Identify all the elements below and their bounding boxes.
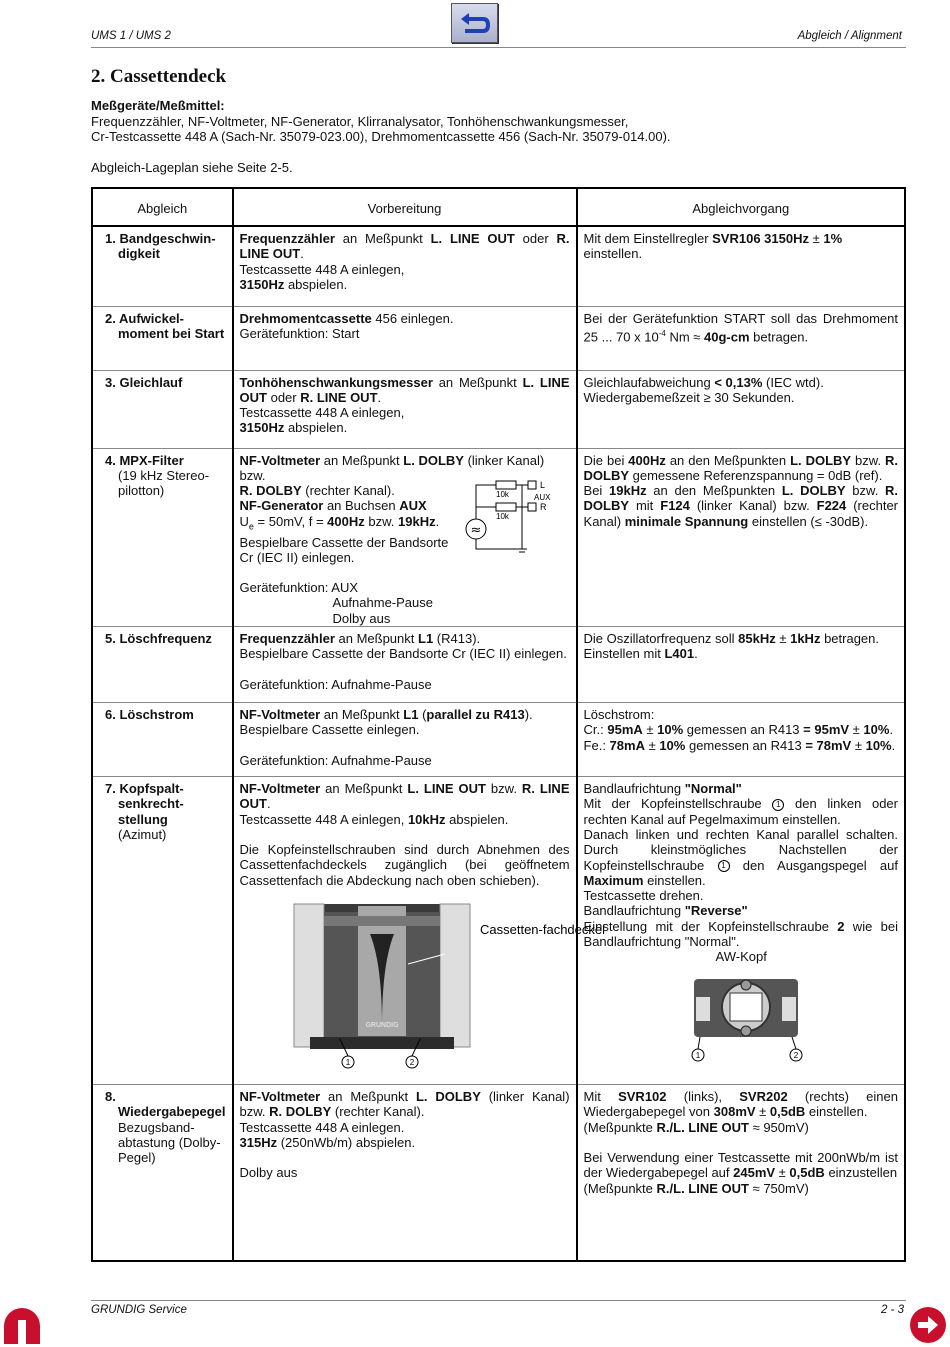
- row-title: Gleichlauf: [119, 374, 183, 390]
- resistor-label-2: 10k: [495, 511, 509, 521]
- cell-abgleich: 4. MPX-Filter (19 kHz Stereo-pilotton): [92, 448, 233, 627]
- table-row: [92, 777, 905, 1085]
- cell-abgleichvorgang: Bei der Gerätefunktion START soll das Drehmoment 25 ... 70 x $10^{-4}$ Nm ≈ 40g-cm betragen.: [577, 306, 905, 370]
- table-row: [92, 448, 905, 627]
- cell-abgleich: 6. Löschstrom: [92, 703, 233, 777]
- cell-vorbereitung: Frequenzzähler an Meßpunkt L. LINE OUT oder R. LINE OUT. Testcassette 448 A einlegen, 3150Hz abspielen.: [233, 226, 577, 306]
- intro: [91, 98, 671, 175]
- cell-vorbereitung: Tonhöhenschwankungsmesser an Meßpunkt L. LINE OUT oder R. LINE OUT. Testcassette 448 A einlegen, 3150Hz abspielen.: [233, 370, 577, 448]
- row-title: Aufwickel-moment bei Start: [118, 310, 225, 341]
- table-row: [92, 703, 905, 777]
- screw-1-marker: 1: [772, 799, 784, 811]
- cell-abgleich: 1. Bandgeschwin-digkeit: [92, 226, 233, 306]
- lageplan-note: Abgleich-Lageplan siehe Seite 2-5.: [91, 159, 293, 175]
- generator-symbol: ≈: [470, 522, 481, 538]
- aux-label: AUX: [533, 492, 550, 502]
- row-title: Kopfspalt-senkrecht-stellung: [118, 781, 184, 827]
- cell-vorbereitung: Frequenzzähler an Meßpunkt L1 (R413). Bespielbare Cassette der Bandsorte Cr (IEC II) einlegen. Gerätefunktion: Aufnahme-Pause: [233, 627, 577, 703]
- aw-head-illustration: [674, 969, 874, 1065]
- cassette-deck-illustration: [240, 894, 605, 1074]
- terminal-r-label: R: [539, 501, 547, 512]
- table-row: [92, 627, 905, 703]
- head-screw-1-marker: 1: [695, 1050, 700, 1060]
- next-page-button[interactable]: [910, 1307, 946, 1343]
- cell-abgleichvorgang: Bandlaufrichtung "Normal" Mit der Kopfeinstellschraube 1 den linken oder rechten Kanal auf Pegelmaximum einstellen. Danach linken und rechten Kanal parallel schalten. Durch kleinstmögliches Nachstellen der Kopfeinstellschraube 1 den Ausgangspegel auf Maximum einstellen. Testcassette drehen. Bandlaufrichtung "Reverse" Einstellung mit der Kopfeinstellschraube 2 wie bei Bandlaufrichtung "Normal". AW-Kopf 1 2: [577, 777, 905, 1085]
- cell-abgleichvorgang: Löschstrom: Cr.: 95mA ± 10% gemessen an R413 = 95mV ± 10%. Fe.: 78mA ± 10% gemessen an R413 = 78mV ± 10%.: [577, 703, 905, 777]
- back-button[interactable]: [451, 3, 498, 43]
- screw-1-marker: 1: [718, 860, 730, 872]
- cell-vorbereitung: Drehmomentcassette 456 einlegen. Gerätefunktion: Start: [233, 306, 577, 370]
- footer-rule: [91, 1300, 906, 1301]
- measurement-line-2: Cr-Testcassette 448 A (Sach-Nr. 35079-023.00), Drehmomentcassette 456 (Sach-Nr. 35079-014.00).: [91, 129, 671, 144]
- header-left: UMS 1 / UMS 2: [91, 30, 171, 42]
- deck-cover-label: Cassetten-fachdeckel: [479, 921, 605, 937]
- table-row: [92, 1085, 905, 1261]
- section-title: 2. Cassettendeck: [91, 66, 227, 87]
- footer-left: GRUNDIG Service: [91, 1304, 187, 1316]
- head-screw-2-marker: 2: [793, 1050, 798, 1060]
- arrow-right-icon: [914, 1311, 942, 1339]
- aw-head-label: AW-Kopf: [715, 949, 767, 965]
- cell-abgleich: 8. Wiedergabepegel Bezugsband-abtastung (Dolby-Pegel): [92, 1085, 233, 1261]
- resistor-label-1: 10k: [495, 489, 509, 499]
- header-right: Abgleich / Alignment: [797, 30, 902, 42]
- table-row: [92, 306, 905, 370]
- col-header-vorbereitung: Vorbereitung: [233, 188, 577, 226]
- cell-vorbereitung: NF-Voltmeter an Meßpunkt L. DOLBY (linker Kanal) bzw. R. DOLBY (rechter Kanal). Testcassette 448 A einlegen. 315Hz (250nWb/m) abspielen. Dolby aus: [233, 1085, 577, 1261]
- cell-abgleich: 3. Gleichlauf: [92, 370, 233, 448]
- alignment-table: [91, 187, 906, 1262]
- row-title: Löschstrom: [119, 707, 194, 723]
- screw-1-marker: 1: [345, 1057, 350, 1067]
- table-row: [92, 226, 905, 306]
- table-header-row: [92, 188, 905, 226]
- measurement-label: Meßgeräte/Meßmittel:: [91, 98, 225, 113]
- col-header-abgleichvorgang: Abgleichvorgang: [577, 188, 905, 226]
- header-rule: [91, 47, 906, 48]
- terminal-l-label: L: [539, 479, 545, 490]
- cell-abgleichvorgang: Die bei 400Hz an den Meßpunkten L. DOLBY bzw. R. DOLBY gemessene Referenzspannung = 0dB (ref). Bei 19kHz an den Meßpunkten L. DOLBY bzw. R. DOLBY mit F124 (linker Kanal) bzw. F224 (rechter Kanal) minimale Spannung einstellen (≤ -30dB).: [577, 448, 905, 627]
- cell-vorbereitung: NF-Voltmeter an Meßpunkt L. LINE OUT bzw. R. LINE OUT. Testcassette 448 A einlegen, 10kHz abspielen. Die Kopfeinstellschrauben sind durch Abnehmen des Cassettenfachdeckels zugänglich (bei geöffnetem Cassettenfach die Abdeckung nach oben schieben). GRUNDIG Cassetten-fachdeckel 1 2: [233, 777, 577, 1085]
- cell-abgleichvorgang: Die Oszillatorfrequenz soll 85kHz ± 1kHz betragen. Einstellen mit L401.: [577, 627, 905, 703]
- screw-2-marker: 2: [409, 1057, 414, 1067]
- back-arrow-icon: [457, 8, 493, 38]
- row-title: MPX-Filter: [119, 452, 184, 468]
- footer-page-number: 2 - 3: [880, 1304, 904, 1316]
- row-title: Wiedergabepegel: [118, 1104, 226, 1120]
- row-title: Löschfrequenz: [119, 631, 212, 647]
- row-title: Bandgeschwin-digkeit: [118, 231, 216, 262]
- measurement-line-1: Frequenzzähler, NF-Voltmeter, NF-Generator, Klirranalysator, Tonhöhenschwankungsmesser,: [91, 113, 629, 129]
- cell-abgleichvorgang: Gleichlaufabweichung < 0,13% (IEC wtd). Wiedergabemeßzeit ≥ 30 Sekunden.: [577, 370, 905, 448]
- cell-vorbereitung: NF-Voltmeter an Meßpunkt L. DOLBY (linker Kanal) bzw. R. DOLBY (rechter Kanal). NF-Generator an Buchsen AUX $U_e = 50mV$, f = 400Hz bzw. 19kHz. Bespielbare Cassette der Bandsorte Cr (IEC II) einlegen. Gerätefunktion: AUX Aufnahme-Pause Dolby aus ≈ 10k 10k L AUX R: [233, 448, 577, 627]
- cell-abgleich: 2. Aufwickel-moment bei Start: [92, 306, 233, 370]
- cell-vorbereitung: NF-Voltmeter an Meßpunkt L1 (parallel zu R413). Bespielbare Cassette einlegen. Gerätefunktion: Aufnahme-Pause: [233, 703, 577, 777]
- deck-brand-label: GRUNDIG: [365, 1021, 399, 1029]
- cell-abgleich: 5. Löschfrequenz: [92, 627, 233, 703]
- cell-abgleich: 7. Kopfspalt-senkrecht-stellung (Azimut): [92, 777, 233, 1085]
- col-header-abgleich: Abgleich: [92, 188, 233, 226]
- previous-page-button[interactable]: [4, 1308, 40, 1344]
- arrow-left-icon: [4, 1308, 40, 1344]
- cell-abgleichvorgang: Mit SVR102 (links), SVR202 (rechts) einen Wiedergabepegel von 308mV ± 0,5dB einstellen. (Meßpunkte R./L. LINE OUT ≈ 950mV) Bei Verwendung einer Testcassette mit 200nWb/m ist der Wiedergabepegel auf 245mV ± 0,5dB einzustellen (Meßpunkte R./L. LINE OUT ≈ 750mV): [577, 1085, 905, 1261]
- aux-test-circuit-diagram: [462, 477, 566, 557]
- cell-abgleichvorgang: Mit dem Einstellregler SVR106 3150Hz ± 1% einstellen.: [577, 226, 905, 306]
- table-row: [92, 370, 905, 448]
